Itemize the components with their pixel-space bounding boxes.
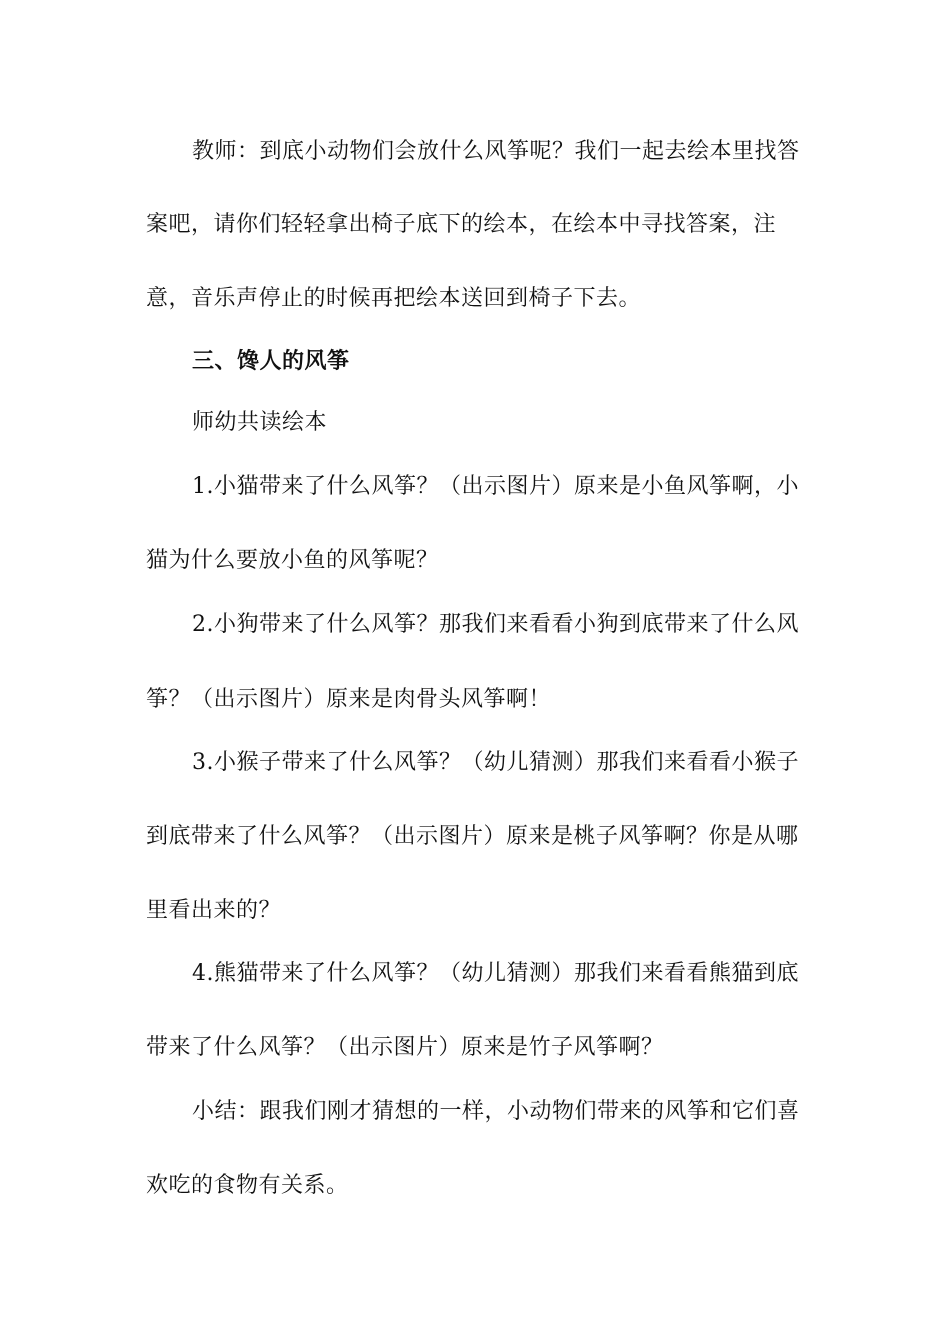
paragraph-line: 师幼共读绘本 — [192, 410, 328, 435]
paragraph-line: 1.小猫带来了什么风筝？（出示图片）原来是小鱼风筝啊，小 — [192, 474, 799, 499]
paragraph-line: 意，音乐声停止的时候再把绘本送回到椅子下去。 — [146, 286, 642, 311]
paragraph-line: 到底带来了什么风筝？（出示图片）原来是桃子风筝啊？你是从哪 — [146, 824, 799, 849]
paragraph-line: 筝？（出示图片）原来是肉骨头风筝啊！ — [146, 687, 552, 712]
paragraph-line: 猫为什么要放小鱼的风筝呢？ — [146, 548, 439, 573]
paragraph-line: 欢吃的食物有关系。 — [146, 1173, 349, 1198]
paragraph-line: 4.熊猫带来了什么风筝？（幼儿猜测）那我们来看看熊猫到底 — [192, 961, 799, 986]
section-heading: 三、馋人的风筝 — [192, 349, 350, 374]
paragraph-line: 2.小狗带来了什么风筝？那我们来看看小狗到底带来了什么风 — [192, 612, 799, 637]
paragraph-line: 案吧，请你们轻轻拿出椅子底下的绘本，在绘本中寻找答案，注 — [146, 212, 777, 237]
paragraph-line: 里看出来的？ — [146, 898, 282, 923]
paragraph-line: 小结：跟我们刚才猜想的一样，小动物们带来的风筝和它们喜 — [192, 1099, 800, 1124]
paragraph-line: 3.小猴子带来了什么风筝？（幼儿猜测）那我们来看看小猴子 — [192, 750, 799, 775]
paragraph-line: 带来了什么风筝？（出示图片）原来是竹子风筝啊？ — [146, 1035, 664, 1060]
paragraph-line: 教师：到底小动物们会放什么风筝呢？我们一起去绘本里找答 — [192, 139, 800, 164]
